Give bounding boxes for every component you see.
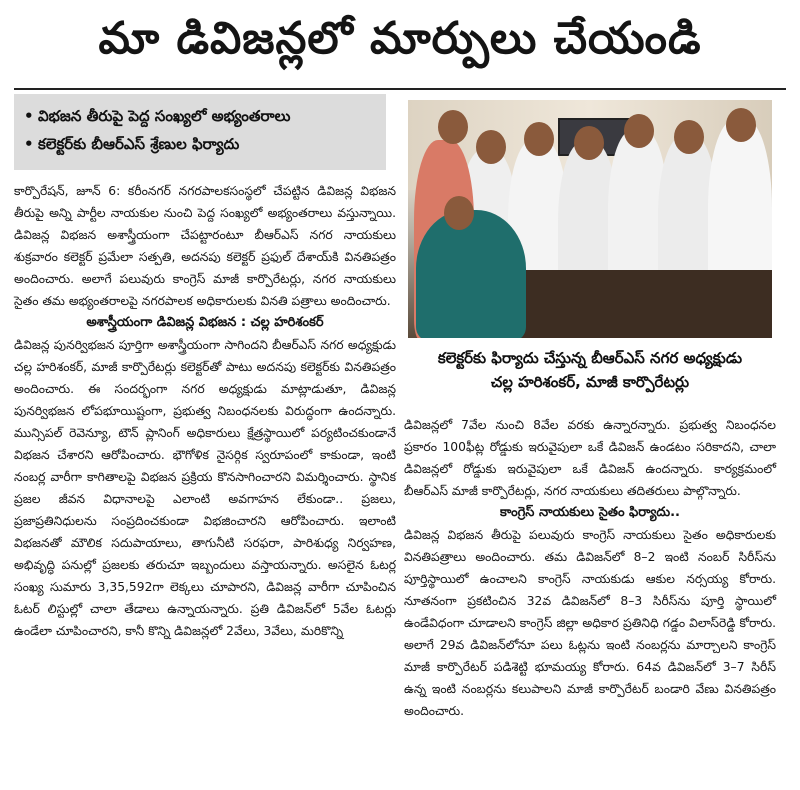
- subheads-box: [14, 94, 386, 170]
- photo-head: [726, 108, 756, 142]
- subhead-1-text: విభజన తీరుపై పెద్ద సంఖ్యలో అభ్యంతరాలు: [38, 107, 291, 125]
- photo-head: [444, 196, 474, 230]
- right-para-2: డివిజన్ల విభజన తీరుపై పలువురు కాంగ్రెస్ నాయకులు సైతం అధికారులకు వినతిపత్రాలు అందించారు. తమ డివిజన్‌లో 8–2 ఇంటి నంబర్ సిరీస్‌ను పూర్తిస్థాయిలో ఉంచాలని కాంగ్రెస్ నాయకుడు ఆకుల నర్సయ్య కోరారు. నూతనంగా ప్రకటించిన 32వ డివిజన్‌లో 8–3 సిరీస్‌ను పూర్తి స్థాయిలో ఉండేవిధంగా చూడాలని కాంగ్రెస్ జిల్లా అధికార ప్రతినిధి గడ్డం విలాస్‌రెడ్డి కోరారు. అలాగే 29వ డివిజన్‌లోనూ పలు ఓట్లను ఇంటి నంబర్లను మార్చాలని కాంగ్రెస్ మాజీ కార్పొరేటర్ పడిశెట్టి భూమయ్య కోరారు. 64వ డివిజన్‌లో 3–7 సిరీస్ ఉన్న ఇంటి నంబర్లను కలుపాలని మాజీ కార్పొరేటర్ బండారి వేణు వినతిపత్రం అందించారు.: [404, 528, 776, 718]
- photo-head: [524, 122, 554, 156]
- headline: మా డివిజన్లలో మార్పులు చేయండి: [98, 13, 702, 64]
- photo-head: [674, 120, 704, 154]
- photo-caption-line-1: కలెక్టర్‌కు ఫిర్యాదు చేస్తున్న బీఆర్‌ఎస్ నగర అధ్యక్షుడు: [437, 349, 743, 367]
- right-para-1: డివిజన్లలో 7వేల నుంచి 8వేల వరకు ఉన్నారన్నారు. ప్రభుత్వ నిబంధనల ప్రకారం 100ఫీట్ల రోడ్డుకు ఇరువైపులా ఒకే డివిజన్ ఉండటం సరికాదని, చాలా డివిజన్లలో రోడ్డుకు ఇరువైపులా ఒకే డివిజన్ ఉందన్నారు. కార్యక్రమంలో బీఆర్‌ఎస్ మాజీ కార్పొరేటర్లు, నగర నాయకులు తదితరులు పాల్గొన్నారు.: [404, 418, 776, 498]
- photo-caption-line-2: చల్ల హరిశంకర్, మాజీ కార్పొరేటర్లు: [490, 373, 690, 391]
- left-para-2: డివిజన్ల పునర్విభజన పూర్తిగా అశాస్త్రీయంగా సాగిందని బీఆర్‌ఎస్ నగర అధ్యక్షుడు చల్ల హరిశంకర్, మాజీ కార్పొరేటర్లు కలెక్టర్‌తో పాటు అదనపు కలెక్టర్‌కు వినతిపత్రం అందించారు. ఈ సందర్భంగా నగర అధ్యక్షుడు మాట్లాడుతూ, డివిజన్ల పునర్విభజన లోపభూయిష్టంగా, ప్రభుత్వ నిబంధనలకు విరుద్ధంగా ఉందన్నారు. మున్సిపల్ రెవెన్యూ, టౌన్ ప్లానింగ్ అధికారులు క్షేత్రస్థాయిలో పర్యటించకుండానే విభజన చేశారని ఆరోపించారు. భౌగోళిక నైసర్గిక స్వరూపంలో కాకుండా, ఇంటి నంబర్ల వారీగా కాగితాలపై విభజన ప్రక్రియ కొనసాగించారని విమర్శించారు. స్థానిక ప్రజల జీవన విధానాలపై ఎలాంటి అవగాహన లేకుండా.. ప్రజలు, ప్రజాప్రతినిధులను సంప్రదించకుండా విభజించారని ఆరోపించారు. ఇలాంటి విభజనతో మౌలిక సదుపాయాలు, తాగునీటి సరఫరా, పారిశుధ్య నిర్వహణ, అభివృద్ధి పనుల్లో ప్రజలకు తరుచూ ఇబ్బందులు వస్తాయన్నారు. అసలైన ఓటర్ల సంఖ్య సుమారు 3,35,592గా లెక్కలు చూపారని, డివిజన్ల వారీగా చూపించిన ఓటర్ లిస్టుల్లో చాలా తేడాలు ఉన్నాయన్నారు. ప్రతి డివిజన్‌లో 5వేల ఓటర్లు ఉండేలా చూపించారని, కానీ కొన్ని డివిజన్లలో 2వేలు, 3వేలు, మరికొన్ని: [14, 338, 396, 638]
- left-column: [14, 180, 396, 642]
- photo-caption: [404, 346, 776, 394]
- bullet-icon: •: [24, 107, 34, 125]
- news-photo: [408, 100, 772, 338]
- subhead-1: [24, 102, 376, 130]
- photo-head: [624, 114, 654, 148]
- left-crosshead: అశాస్త్రీయంగా డివిజన్ల విభజన : చల్ల హరిశంకర్: [86, 315, 324, 330]
- right-column: [404, 414, 776, 722]
- photo-head: [574, 126, 604, 160]
- subhead-2: [24, 130, 376, 158]
- photo-head: [476, 130, 506, 164]
- photo-person-collector: [416, 210, 526, 338]
- bullet-icon: •: [24, 135, 34, 153]
- headline-rule: [14, 88, 786, 90]
- left-para-1: కార్పొరేషన్, జూన్ 6: కరీంనగర్ నగరపాలకసంస్థలో చేపట్టిన డివిజన్ల విభజన తీరుపై అన్ని పార్టీల నాయకుల నుంచి పెద్ద సంఖ్యలో అభ్యంతరాలు వస్తున్నాయి. డివిజన్ల విభజన అశాస్త్రీయంగా చేపట్టారంటూ బీఆర్‌ఎస్ నగర నాయకులు శుక్రవారం కలెక్టర్ ప్రమేలా సత్పతి, అదనపు కలెక్టర్ ప్రఫుల్ దేశాయ్‌కి వినతిపత్రం అందించారు. అలాగే పలువురు కాంగ్రెస్ మాజీ కార్పొరేటర్లు, నగర నాయకులు సైతం తమ అభ్యంతరాలపై నగరపాలక అధికారులకు వినతి పత్రాలు అందించారు.: [14, 184, 396, 308]
- photo-head: [438, 110, 468, 144]
- subhead-2-text: కలెక్టర్‌కు బీఆర్‌ఎస్ శ్రేణుల ఫిర్యాదు: [38, 135, 240, 153]
- right-crosshead: కాంగ్రెస్ నాయకులు సైతం ఫిర్యాదు..: [500, 505, 680, 520]
